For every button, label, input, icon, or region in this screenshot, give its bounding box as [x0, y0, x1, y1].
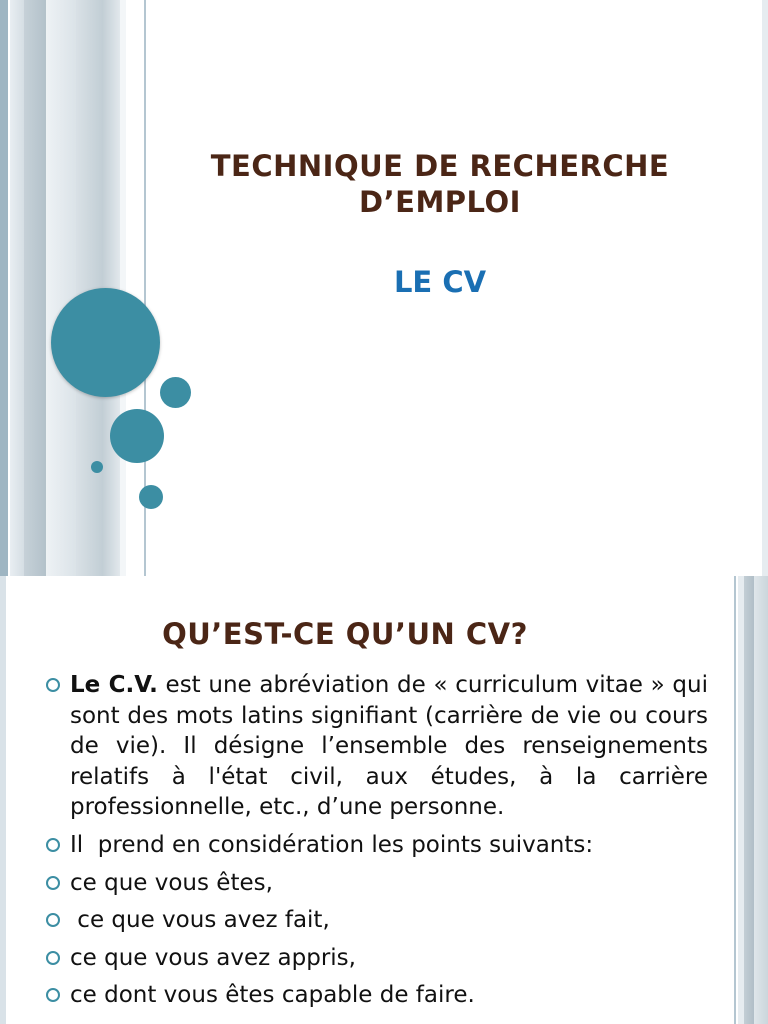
- list-item: [46, 980, 708, 1011]
- right-edge-stripe: [762, 0, 768, 576]
- decorative-band: [46, 0, 76, 576]
- hollow-circle-bullet-icon: [46, 838, 60, 852]
- list-item-text: ce que vous êtes,: [70, 869, 273, 896]
- left-edge-stripe: [0, 576, 6, 1024]
- hollow-circle-bullet-icon: [46, 913, 60, 927]
- list-item-text: Il prend en considération les points suivants:: [70, 831, 594, 858]
- hollow-circle-bullet-icon: [46, 988, 60, 1002]
- decorative-band: [120, 0, 126, 576]
- decorative-band: [754, 576, 768, 1024]
- list-item: [46, 830, 708, 861]
- decorative-band: [24, 0, 46, 576]
- bullet-list: [46, 670, 708, 1018]
- decorative-vertical-line: [734, 576, 736, 1024]
- decorative-circle-small: [139, 485, 163, 509]
- slide-subtitle: LE CV: [393, 265, 487, 299]
- list-item-text: ce dont vous êtes capable de faire.: [70, 982, 475, 1009]
- decorative-band: [10, 0, 24, 576]
- decorative-circle-small: [160, 377, 191, 408]
- hollow-circle-bullet-icon: [46, 951, 60, 965]
- list-item: [46, 670, 708, 823]
- decorative-circle-large: [51, 288, 160, 397]
- list-item-text: ce que vous avez fait,: [70, 907, 330, 934]
- hollow-circle-bullet-icon: [46, 876, 60, 890]
- left-edge-stripe: [0, 0, 8, 576]
- decorative-band: [744, 576, 754, 1024]
- list-item-text: ce que vous avez appris,: [70, 944, 356, 971]
- content-slide: [0, 576, 768, 1024]
- decorative-circle-tiny: [91, 461, 103, 473]
- bold-term: Le C.V.: [70, 672, 158, 698]
- list-item-text: est une abréviation de « curriculum vitae » qui sont des mots latins signifiant (carrière de vie ou cours de vie). Il désigne l’ensemble des renseignements relatifs à l'état civil, aux études, à la carrière professionnelle, etc., d’une personne.: [70, 672, 708, 821]
- slide-title-line: TECHNIQUE DE RECHERCHE: [210, 149, 670, 183]
- slide-title: [170, 148, 710, 220]
- list-item: [46, 905, 708, 936]
- slide-title-line: D’EMPLOI: [359, 185, 521, 219]
- decorative-circle-medium: [110, 409, 164, 463]
- list-item: [46, 868, 708, 899]
- slide-heading: QU’EST-CE QU’UN CV?: [162, 617, 528, 651]
- hollow-circle-bullet-icon: [46, 678, 60, 692]
- list-item: [46, 943, 708, 974]
